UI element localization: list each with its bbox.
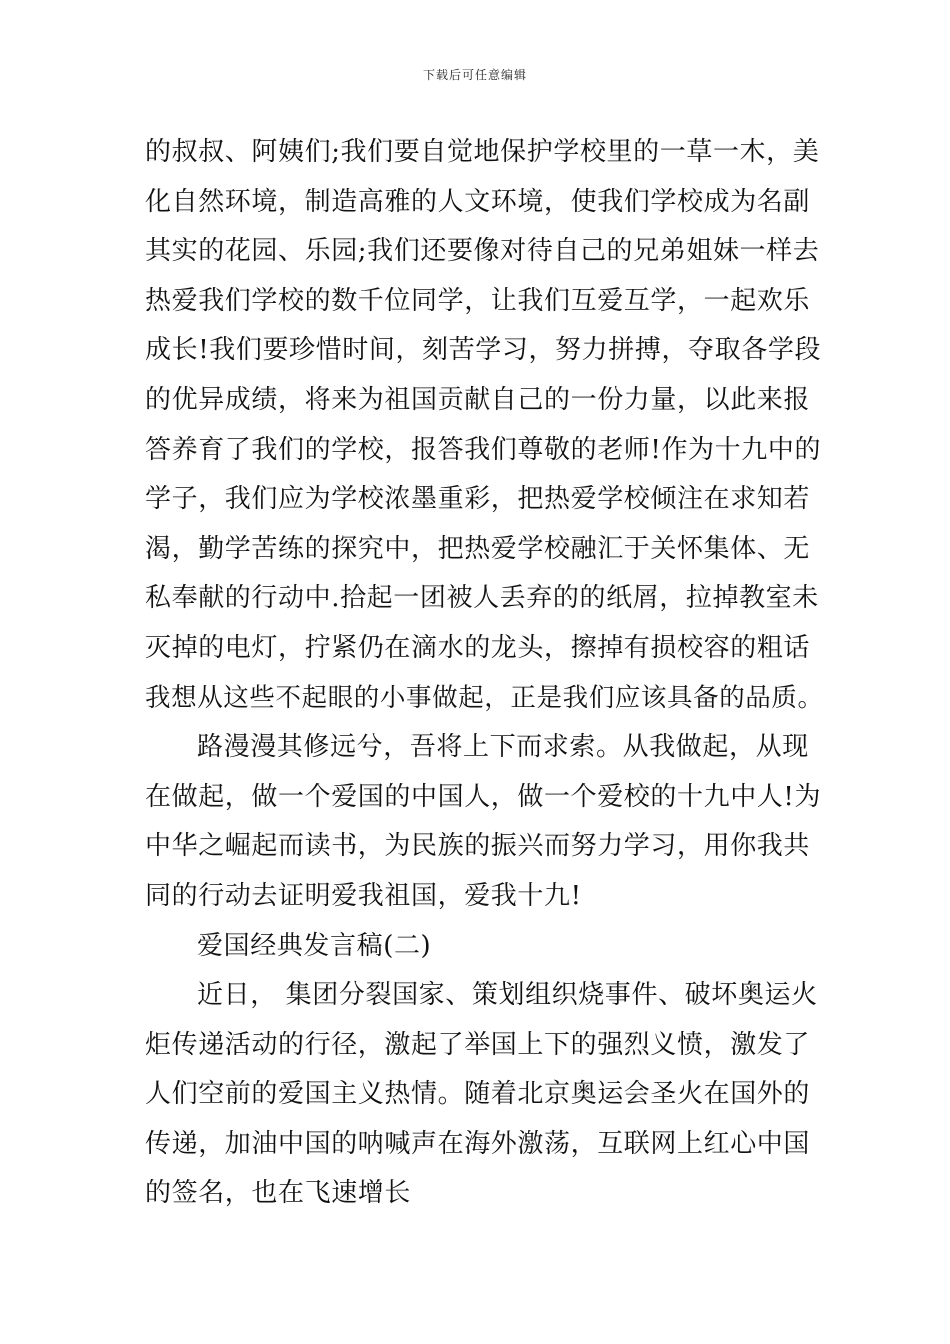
text-line: 答养育了我们的学校，报答我们尊敬的老师!作为十九中的 bbox=[145, 434, 822, 465]
text-line: 近日， 集团分裂国家、策划组织烧事件、破坏奥运火 bbox=[197, 980, 818, 1011]
text-line: 传递，加油中国的呐喊声在海外激荡，互联网上红心中国 bbox=[145, 1128, 811, 1159]
document-body bbox=[145, 128, 825, 1219]
text-line: 其实的花园、乐园;我们还要像对待自己的兄弟姐妹一样去 bbox=[145, 236, 820, 267]
text-line: 同的行动去证明爱我祖国，爱我十九! bbox=[145, 880, 582, 911]
section-heading: 爱国经典发言稿(二) bbox=[197, 930, 432, 961]
text-line: 成长!我们要珍惜时间，刻苦学习，努力拼搏，夺取各学段 bbox=[145, 335, 822, 366]
text-line: 学子，我们应为学校浓墨重彩，把热爱学校倾注在求知若 bbox=[145, 484, 811, 515]
text-line: 中华之崛起而读书，为民族的振兴而努力学习，用你我共 bbox=[145, 831, 811, 862]
text-line: 炬传递活动的行径，激起了举国上下的强烈义愤，激发了 bbox=[145, 1029, 811, 1060]
text-line: 路漫漫其修远兮，吾将上下而求索。从我做起，从现 bbox=[197, 732, 809, 763]
text-line: 的优异成绩，将来为祖国贡献自己的一份力量，以此来报 bbox=[145, 384, 811, 415]
text-line: 的叔叔、阿姨们;我们要自觉地保护学校里的一草一木，美 bbox=[145, 137, 820, 167]
text-line: 的签名，也在飞速增长 bbox=[145, 1178, 412, 1209]
text-line: 我想从这些不起眼的小事做起，正是我们应该具备的品质。 bbox=[145, 682, 824, 713]
text-line: 化自然环境，制造高雅的人文环境，使我们学校成为名副 bbox=[145, 186, 811, 217]
text-line: 私奉献的行动中.拾起一团被人丢弃的的纸屑，拉掉教室未 bbox=[145, 583, 819, 614]
page-header: 下载后可任意编辑 bbox=[422, 68, 527, 82]
text-line: 灭掉的电灯，拧紧仍在滴水的龙头，擦掉有损校容的粗话 bbox=[145, 632, 811, 663]
text-line: 热爱我们学校的数千位同学，让我们互爱互学，一起欢乐 bbox=[145, 285, 811, 316]
text-line: 人们空前的爱国主义热情。随着北京奥运会圣火在国外的 bbox=[145, 1079, 811, 1110]
text-line: 在做起，做一个爱国的中国人，做一个爱校的十九中人!为 bbox=[145, 781, 822, 812]
text-line: 渴，勤学苦练的探究中，把热爱学校融汇于关怀集体、无 bbox=[145, 533, 811, 564]
